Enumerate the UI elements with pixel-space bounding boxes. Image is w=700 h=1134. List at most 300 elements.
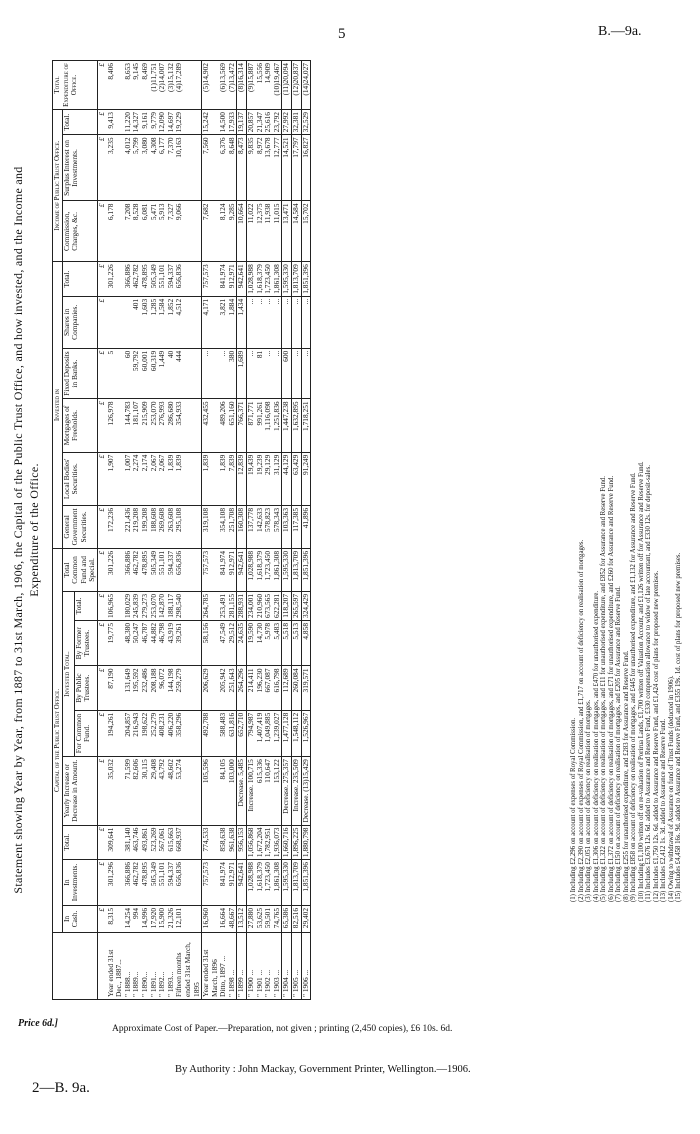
col-total-common-special: Total Common Fund and Special. bbox=[62, 548, 97, 591]
table-cell: 279,273 bbox=[141, 591, 150, 620]
table-cell: 144,783 bbox=[124, 399, 133, 452]
income-group-header: Income of Public Trust Office. bbox=[53, 110, 63, 262]
table-cell: 44,882 bbox=[150, 620, 159, 665]
table-cell: 137,778 bbox=[247, 505, 256, 548]
table-row bbox=[175, 61, 201, 1000]
table-cell: 263,608 bbox=[167, 505, 176, 548]
table-cell: 3,080 bbox=[141, 135, 150, 201]
table-cell: 251,708 bbox=[228, 505, 237, 548]
table-cell: 14,521 bbox=[282, 135, 292, 201]
table-cell: 6,376 bbox=[219, 135, 228, 201]
table-cell: 142,870 bbox=[158, 591, 167, 620]
table-cell: 131,649 bbox=[124, 666, 133, 710]
table-row bbox=[301, 61, 311, 1000]
table-cell: 489,206 bbox=[219, 399, 228, 452]
table-cell: 1,723,450 bbox=[264, 548, 273, 591]
table-cell: 8,528 bbox=[132, 201, 141, 262]
page-number: 5 bbox=[338, 26, 346, 42]
table-cell: 1,618,379 bbox=[256, 548, 265, 591]
table-cell: (1)11,751 bbox=[150, 61, 159, 110]
table-cell: 12,090 bbox=[158, 110, 167, 135]
row-label: " 1893... bbox=[165, 971, 175, 997]
col-by-former-trustees: By Former Trustees. bbox=[74, 620, 97, 665]
table-cell: 19,439 bbox=[247, 452, 256, 505]
table-cell: 11,220 bbox=[124, 110, 133, 135]
footnote: (12) Includes £1,750 12s. 6d. added to Assurance and Reserve Fund, and £1,424 cost of plans for proposed new premises. bbox=[652, 570, 660, 902]
table-cell: 493,861 bbox=[141, 825, 150, 860]
table-cell: 14,909 bbox=[264, 61, 273, 110]
table-cell: 5,518 bbox=[282, 620, 292, 665]
invested-in-group-header: Invested in bbox=[53, 262, 63, 549]
table-cell: 234,001 bbox=[247, 591, 256, 620]
table-cell: 1,477,128 bbox=[282, 710, 292, 756]
table-cell: 478,895 bbox=[141, 860, 150, 906]
table-cell: 8,972 bbox=[256, 135, 265, 201]
table-cell: 1,718,251 bbox=[301, 399, 311, 452]
table-cell: 463,746 bbox=[132, 825, 141, 860]
table-cell: ... bbox=[264, 348, 273, 399]
table-cell: 401 bbox=[132, 296, 141, 348]
table-cell: 551,101 bbox=[158, 860, 167, 906]
table-cell: 63,429 bbox=[292, 452, 302, 505]
table-cell: 551,101 bbox=[158, 548, 167, 591]
table-row bbox=[202, 61, 220, 1000]
table-cell: (2)14,007 bbox=[158, 61, 167, 110]
table-cell: 50,247 bbox=[132, 620, 141, 665]
table-cell: (14)24,027 bbox=[301, 61, 311, 110]
table-cell: 24,635 bbox=[237, 620, 247, 665]
col-commission: Commission, Charges, &c. bbox=[62, 201, 97, 262]
table-cell: 9,779 bbox=[150, 110, 159, 135]
table-cell: 871,771 bbox=[247, 399, 256, 452]
row-label: " 1888... bbox=[122, 971, 132, 997]
footnote: (10) Including £1,100 written off on re-valuation of Porirua Lands, £1,700 written off Valuation Account, and £1,126 written off for Assurance and Reserve Fund. bbox=[637, 461, 645, 902]
table-cell: 59,792 bbox=[132, 348, 141, 399]
table-cell: 991,261 bbox=[256, 399, 265, 452]
col-common-fund: For Common Fund. bbox=[74, 710, 97, 756]
row-label: " 1900 ... bbox=[247, 933, 256, 1000]
table-cell: 8,315 bbox=[107, 905, 124, 932]
table-cell: 2,274 bbox=[132, 452, 141, 505]
row-label: Year ended 31st Dec., 1887... bbox=[105, 949, 124, 997]
table-cell: 82,606 bbox=[132, 757, 141, 825]
table-cell: 794,987 bbox=[247, 710, 256, 756]
table-cell: 1,251,836 bbox=[273, 399, 282, 452]
table-cell: 19,137 bbox=[237, 110, 247, 135]
table-cell: (12)20,837 bbox=[292, 61, 302, 110]
table-cell: 39,261 bbox=[175, 620, 201, 665]
table-cell: ... bbox=[273, 296, 282, 348]
table-cell: 5,799 bbox=[132, 135, 141, 201]
table-cell: 319,571 bbox=[301, 666, 311, 710]
table-cell: 7,682 bbox=[202, 201, 220, 262]
col-surplus-interest: Surplus Interest on Investments. bbox=[62, 135, 97, 201]
col-by-public-trustees: By Public Trustees. bbox=[74, 666, 97, 710]
unit-cell: £ bbox=[97, 262, 106, 297]
table-cell: 53,625 bbox=[256, 905, 265, 932]
table-cell: 5,483 bbox=[273, 620, 282, 665]
table-cell: 20,857 bbox=[247, 110, 256, 135]
table-cell: 5,913 bbox=[158, 201, 167, 262]
table-cell: 44,129 bbox=[282, 452, 292, 505]
table-cell: 15,900 bbox=[158, 905, 167, 932]
table-cell: 656,836 bbox=[175, 860, 201, 906]
table-cell: 17,933 bbox=[228, 110, 237, 135]
table-cell: 27,880 bbox=[247, 905, 256, 932]
capital-group-header: Capital of the Public Trust Office. bbox=[53, 548, 63, 932]
table-cell: 276,993 bbox=[158, 399, 167, 452]
table-cell: 1,813,709 bbox=[292, 262, 302, 297]
table-cell: 912,971 bbox=[228, 262, 237, 297]
table-cell: 32,529 bbox=[301, 110, 311, 135]
table-cell: 27,992 bbox=[282, 110, 292, 135]
table-cell: 204,857 bbox=[124, 710, 133, 756]
table-cell: 126,978 bbox=[107, 399, 124, 452]
table-cell: 265,597 bbox=[292, 591, 302, 620]
table-cell: 301,226 bbox=[107, 262, 124, 297]
table-cell: 1,407,419 bbox=[256, 710, 265, 756]
col-fixed-deposits: Fixed Deposits in Banks. bbox=[62, 348, 97, 399]
table-cell: 142,633 bbox=[256, 505, 265, 548]
table-cell: 1,839 bbox=[202, 452, 220, 505]
table-cell: 14,254 bbox=[124, 905, 133, 932]
table-cell: 956,153 bbox=[237, 825, 247, 860]
table-cell: 366,886 bbox=[124, 548, 133, 591]
table-cell: 81 bbox=[256, 348, 265, 399]
table-cell: 29,512 bbox=[228, 620, 237, 665]
table-cell: 9,835 bbox=[247, 135, 256, 201]
table-cell: 567,061 bbox=[158, 825, 167, 860]
table-cell: 1,595,330 bbox=[282, 262, 292, 297]
table-cell: 3,235 bbox=[107, 135, 124, 201]
col-in-cash: In Cash. bbox=[62, 905, 97, 932]
table-cell: 766,371 bbox=[237, 399, 247, 452]
table-cell: 9,413 bbox=[107, 110, 124, 135]
table-cell: 1,861,308 bbox=[273, 548, 282, 591]
table-cell: 53,274 bbox=[175, 757, 201, 825]
table-cell: 588,483 bbox=[219, 710, 228, 756]
table-cell: 1,896,225 bbox=[292, 825, 302, 860]
table-cell: Decrease. 5,485 bbox=[237, 757, 247, 825]
table-cell: (9)15,887 bbox=[247, 61, 256, 110]
table-cell: 1,449 bbox=[158, 348, 167, 399]
table-cell: 31,129 bbox=[273, 452, 282, 505]
table-cell: 208,188 bbox=[150, 666, 159, 710]
table-cell: 21,347 bbox=[256, 110, 265, 135]
table-cell: 5 bbox=[107, 348, 124, 399]
table-cell: 668,937 bbox=[175, 825, 201, 860]
table-cell: 11,015 bbox=[273, 201, 282, 262]
unit-cell: £ bbox=[97, 452, 106, 505]
table-cell: 631,816 bbox=[228, 710, 237, 756]
table-cell: 11,022 bbox=[247, 201, 256, 262]
table-cell: 188,117 bbox=[167, 591, 176, 620]
unit-cell: £ bbox=[97, 905, 106, 932]
table-cell: 1,880,798 bbox=[301, 825, 311, 860]
table-cell: 180,029 bbox=[124, 591, 133, 620]
table-cell: 286,680 bbox=[167, 399, 176, 452]
table-cell: 8,653 bbox=[124, 61, 133, 110]
table-cell: 15,702 bbox=[301, 201, 311, 262]
table-cell: 366,886 bbox=[124, 262, 133, 297]
table-cell: 23,792 bbox=[273, 110, 282, 135]
table-cell: 103,000 bbox=[228, 757, 237, 825]
table-cell: 16,960 bbox=[202, 905, 220, 932]
row-label: " 1905 ... bbox=[292, 933, 302, 1000]
table-cell: 1,584 bbox=[158, 296, 167, 348]
statement-rotated-block bbox=[10, 50, 690, 1010]
title-line-2: Expenditure of the Office. bbox=[27, 463, 41, 597]
table-cell: 59,501 bbox=[264, 905, 273, 932]
unit-cell: £ bbox=[97, 348, 106, 399]
table-cell: Decrease. 275,357 bbox=[282, 757, 292, 825]
table-cell: 354,108 bbox=[219, 505, 228, 548]
table-cell: 615,663 bbox=[167, 825, 176, 860]
table-cell: 21,326 bbox=[167, 905, 176, 932]
table-cell: ... bbox=[219, 348, 228, 399]
table-cell: 462,782 bbox=[132, 860, 141, 906]
table-cell: 444 bbox=[175, 348, 201, 399]
table-cell bbox=[107, 296, 124, 348]
table-cell: 757,573 bbox=[202, 262, 220, 297]
table-cell: (7)13,472 bbox=[228, 61, 237, 110]
table-cell: 112,689 bbox=[282, 666, 292, 710]
table-cell: 259,279 bbox=[175, 666, 201, 710]
table-cell: 757,573 bbox=[202, 548, 220, 591]
table-cell: 9,161 bbox=[141, 110, 150, 135]
table-cell: 298,540 bbox=[175, 591, 201, 620]
table-cell: 12,777 bbox=[273, 135, 282, 201]
table-cell: 1,285 bbox=[150, 296, 159, 348]
table-cell: 14,730 bbox=[256, 620, 265, 665]
footnote: (5) Including £1,322 on account of deficiency on realisation of mortgages, and £11 for unauthorised expenditure, and £852 for Assurance and Reserve Fund. bbox=[600, 476, 607, 902]
table-cell: 269,608 bbox=[158, 505, 167, 548]
footnote: (7) Including £150 on account of deficiency on realisation of mortgages, and £205 for Assurance and Reserve Fund. bbox=[615, 586, 622, 902]
table-cell: 1,028,988 bbox=[247, 262, 256, 297]
table-cell: 232,486 bbox=[141, 666, 150, 710]
table-cell: 3,821 bbox=[219, 296, 228, 348]
table-cell: 15,242 bbox=[202, 110, 220, 135]
table-cell: 462,782 bbox=[132, 262, 141, 297]
table-cell: 1,028,988 bbox=[247, 860, 256, 906]
table-cell: 11,938 bbox=[264, 201, 273, 262]
table-cell: 841,974 bbox=[219, 262, 228, 297]
row-label: Year ended 31st March, 1896 bbox=[202, 933, 220, 1000]
table-cell: 1,689 bbox=[237, 348, 247, 399]
table-cell: 10,163 bbox=[175, 135, 201, 201]
table-cell: 1,434 bbox=[237, 296, 247, 348]
table-cell: 942,641 bbox=[237, 548, 247, 591]
table-cell: 19,239 bbox=[256, 452, 265, 505]
table-cell: 4,012 bbox=[124, 135, 133, 201]
table-cell: 432,455 bbox=[202, 399, 220, 452]
table-cell: 1,723,450 bbox=[264, 860, 273, 906]
table-cell: 942,641 bbox=[237, 262, 247, 297]
footer-reference: 2—B. 9a. bbox=[32, 1080, 90, 1096]
table-cell: 15,556 bbox=[256, 61, 265, 110]
table-cell: 260,084 bbox=[292, 666, 302, 710]
footnote: (11) Includes £3,676 12s. 6d. added to Assurance and Reserve Fund, £330 compensation allowance to widow of late accountant, and £330 12s. for deposit-sales. bbox=[645, 465, 652, 902]
table-cell: 1,936,073 bbox=[273, 825, 282, 860]
table-cell: 9,066 bbox=[175, 201, 201, 262]
table-cell: 196,230 bbox=[256, 666, 265, 710]
table-cell: 46,787 bbox=[141, 620, 150, 665]
table-cell: 8,473 bbox=[237, 135, 247, 201]
table-cell: 462,782 bbox=[132, 548, 141, 591]
table-cell: ... bbox=[202, 348, 220, 399]
title-line-1: Statement showing Year by Year, from 1887 to 31st March, 1906, the Capital of the Public Trust Office, and how invested, and the Income and bbox=[11, 166, 25, 894]
table-cell: 578,823 bbox=[264, 505, 273, 548]
table-cell: 1,239,027 bbox=[273, 710, 282, 756]
table-cell: 210,960 bbox=[256, 591, 265, 620]
table-cell: 366,886 bbox=[124, 860, 133, 906]
table-cell: 408,231 bbox=[158, 710, 167, 756]
col-in-investments: In Investments. bbox=[62, 860, 97, 906]
table-cell: (4)17,289 bbox=[175, 61, 201, 110]
table-cell: 1,813,709 bbox=[292, 860, 302, 906]
table-cell: 188,608 bbox=[150, 505, 159, 548]
table-cell: 91,249 bbox=[301, 452, 311, 505]
table-cell: 41,896 bbox=[301, 505, 311, 548]
table-cell: 8,406 bbox=[107, 61, 124, 110]
table-cell: 2,067 bbox=[158, 452, 167, 505]
table-cell: 358,296 bbox=[175, 710, 201, 756]
row-label: " 1892... bbox=[157, 971, 167, 997]
table-cell: 105,596 bbox=[202, 757, 220, 825]
table-cell: 245,839 bbox=[132, 591, 141, 620]
table-cell: 7,370 bbox=[167, 135, 176, 201]
table-cell: 117,385 bbox=[292, 505, 302, 548]
table-cell: 32,381 bbox=[292, 110, 302, 135]
table-cell: (11)20,094 bbox=[282, 61, 292, 110]
table-cell: ... bbox=[273, 348, 282, 399]
table-cell: 198,622 bbox=[141, 710, 150, 756]
table-cell: 2,174 bbox=[141, 452, 150, 505]
table-cell: 5,513 bbox=[292, 620, 302, 665]
table-cell: 82,516 bbox=[292, 905, 302, 932]
table-cell: 1,861,308 bbox=[273, 860, 282, 906]
unit-cell: £ bbox=[97, 710, 106, 756]
table-cell: 381,140 bbox=[124, 825, 133, 860]
table-row bbox=[292, 61, 302, 1000]
table-cell: ... bbox=[247, 296, 256, 348]
table-cell: 656,836 bbox=[175, 548, 201, 591]
table-cell: 622,281 bbox=[273, 591, 282, 620]
table-cell: 48,380 bbox=[124, 620, 133, 665]
statement-title bbox=[10, 50, 42, 1010]
unit-cell: £ bbox=[97, 135, 106, 201]
table-cell: 478,895 bbox=[141, 262, 150, 297]
table-cell: 144,198 bbox=[167, 666, 176, 710]
table-cell: 1,782,951 bbox=[264, 825, 273, 860]
table-cell: 40 bbox=[167, 348, 176, 399]
table-cell: (5)14,902 bbox=[202, 61, 220, 110]
row-label: " 1903 ... bbox=[271, 969, 281, 997]
table-cell: 14,500 bbox=[219, 110, 228, 135]
table-cell: ... bbox=[264, 296, 273, 348]
table-cell: 16,827 bbox=[301, 135, 311, 201]
statement-table bbox=[52, 60, 311, 1000]
table-cell: 30,115 bbox=[141, 757, 150, 825]
table-cell: 1,116,098 bbox=[264, 399, 273, 452]
table-cell: 912,971 bbox=[228, 860, 237, 906]
table-cell: 251,643 bbox=[228, 666, 237, 710]
table-cell: 1,851,396 bbox=[301, 860, 311, 906]
table-cell: Increase. 100,715 bbox=[247, 757, 256, 825]
table-cell: 301,226 bbox=[107, 548, 124, 591]
table-cell: 774,533 bbox=[202, 825, 220, 860]
table-cell: 8,648 bbox=[228, 135, 237, 201]
table-cell: 181,107 bbox=[132, 399, 141, 452]
unit-cell: £ bbox=[97, 860, 106, 906]
footnote: (2) Including £2,390 on account of expenses of Royal Commission, and £1,717 on account of deficiency on realisation of mortgages. bbox=[577, 539, 585, 902]
footnote: (14) Owing to withdrawal of Assurance on fund of Trust Funds (deducted in 1906). bbox=[667, 675, 675, 902]
table-cell: 1,852 bbox=[167, 296, 176, 348]
table-cell: 8,469 bbox=[141, 61, 150, 110]
table-cell: 29,129 bbox=[264, 452, 273, 505]
table-cell: 103,363 bbox=[282, 505, 292, 548]
footnote: (15) Includes £4,458 16s. 9d. added to Assurance and Reserve Fund, and £355 19s. 1d. cost of plans for proposed new premises. bbox=[675, 552, 682, 902]
expenditure-group-header: Total Expenditure of Office. bbox=[53, 61, 98, 110]
table-cell: 206,629 bbox=[202, 666, 220, 710]
table-cell: 253,070 bbox=[150, 399, 159, 452]
table-cell: 4,171 bbox=[202, 296, 220, 348]
table-cell: 1,007 bbox=[124, 452, 133, 505]
table-cell: 656,836 bbox=[175, 262, 201, 297]
table-cell: 615,336 bbox=[256, 757, 265, 825]
table-cell: 652,710 bbox=[237, 710, 247, 756]
table-cell: 1,028,988 bbox=[247, 548, 256, 591]
table-cell: 7,208 bbox=[124, 201, 133, 262]
table-cell: 14,996 bbox=[141, 905, 150, 932]
table-cell: 12,375 bbox=[256, 201, 265, 262]
table-cell: 1,861,308 bbox=[273, 262, 282, 297]
table-cell: 14,697 bbox=[167, 110, 176, 135]
table-cell: 10,664 bbox=[237, 201, 247, 262]
unit-cell: £ bbox=[97, 825, 106, 860]
table-cell: 8,124 bbox=[219, 201, 228, 262]
invested-total-header: Invested Total. bbox=[62, 591, 74, 756]
table-cell: 71,599 bbox=[124, 757, 133, 825]
table-cell: 215,909 bbox=[141, 399, 150, 452]
unit-cell: £ bbox=[97, 201, 106, 262]
table-cell: 505,349 bbox=[150, 262, 159, 297]
table-cell: 29,408 bbox=[150, 757, 159, 825]
table-cell: 84,105 bbox=[219, 757, 228, 825]
table-cell: 13,471 bbox=[282, 201, 292, 262]
table-cell: 1,839 bbox=[167, 452, 176, 505]
table-cell: 205,942 bbox=[219, 666, 228, 710]
table-cell: 673,565 bbox=[264, 591, 273, 620]
printer-authority: By Authority : John Mackay, Government Printer, Wellington.—1906. bbox=[175, 1064, 471, 1075]
table-cell: 253,491 bbox=[219, 591, 228, 620]
table-cell: 841,974 bbox=[219, 860, 228, 906]
table-cell: 172,236 bbox=[107, 505, 124, 548]
table-cell: 221,436 bbox=[124, 505, 133, 548]
price-label: Price 6d.] bbox=[18, 1018, 58, 1029]
col-yearly-change: Yearly Increase or Decrease in Amount. bbox=[62, 757, 97, 825]
footnote: (1) Including £2,296 on account of expenses of Royal Commission. bbox=[570, 717, 577, 902]
table-cell: 214,411 bbox=[247, 666, 256, 710]
table-cell: 48,667 bbox=[228, 905, 237, 932]
table-cell: 65,386 bbox=[282, 905, 292, 932]
table-cell: 219,208 bbox=[132, 505, 141, 548]
unit-cell: £ bbox=[97, 620, 106, 665]
table-cell: 1,839 bbox=[219, 452, 228, 505]
table-cell: 1,672,204 bbox=[256, 825, 265, 860]
table-cell: 1,632,895 bbox=[292, 399, 302, 452]
row-label: " 1901 ... bbox=[254, 969, 264, 997]
